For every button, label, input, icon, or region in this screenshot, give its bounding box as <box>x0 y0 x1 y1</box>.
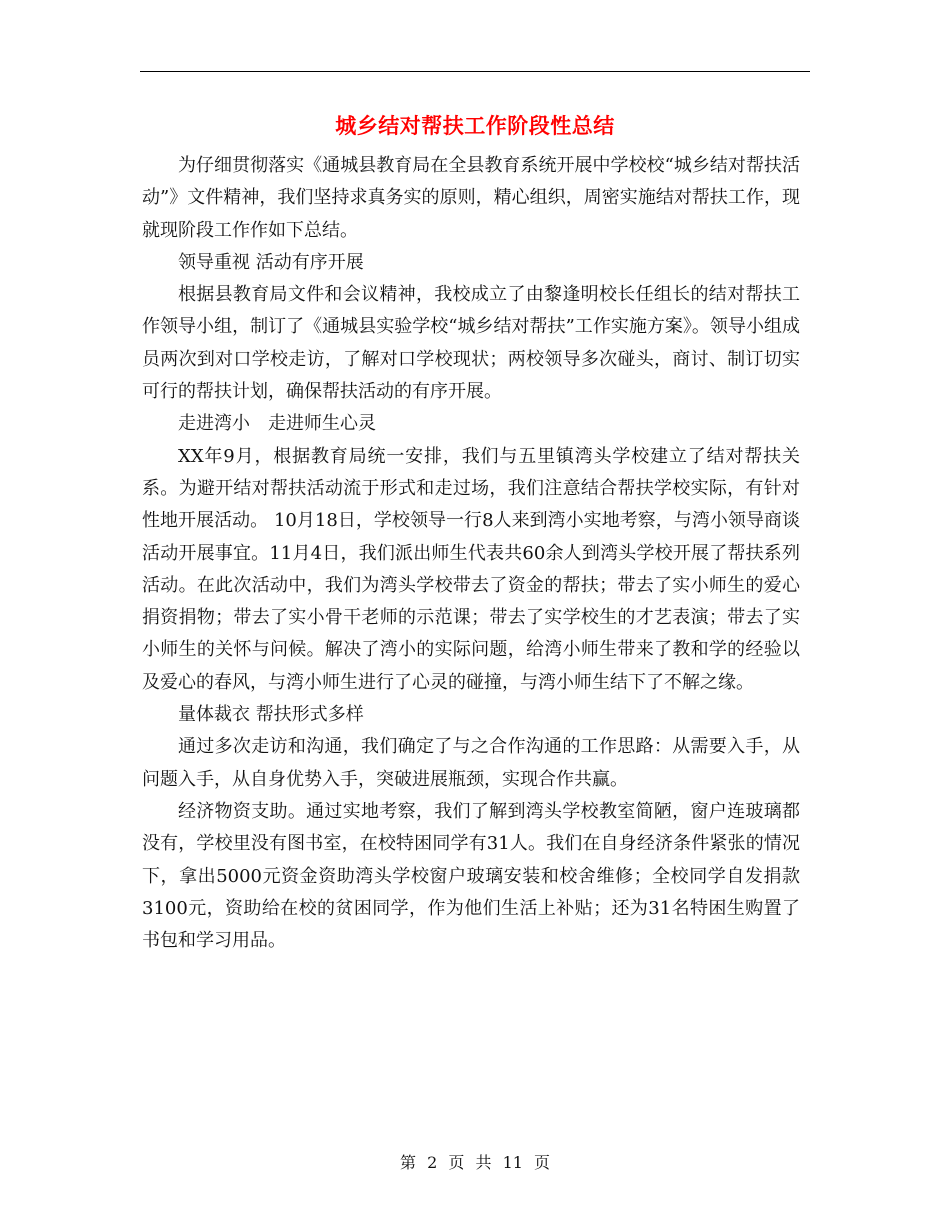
paragraph-intro: 为仔细贯彻落实《通城县教育局在全县教育系统开展中学校校“城乡结对帮扶活动”》文件精神，我们坚持求真务实的原则，精心组织，周密实施结对帮扶工作，现就现阶段工作作如下总结。 <box>142 155 800 241</box>
paragraph-leadership: 根据县教育局文件和会议精神，我校成立了由黎逢明校长任组长的结对帮扶工作领导小组，制订了《通城县实验学校“城乡结对帮扶”工作实施方案》。领导小组成员两次到对口学校走访，了解对口学校现状；两校领导多次碰头，商讨、制订切实可行的帮扶计划，确保帮扶活动的有序开展。 <box>142 284 800 403</box>
section-heading-forms: 量体裁衣 帮扶形式多样 <box>178 704 364 726</box>
paragraph-economic-support: 经济物资支助。通过实地考察，我们了解到湾头学校教室简陋，窗户连玻璃都没有，学校里没有图书室，在校特困同学有31人。我们在自身经济条件紧张的情况下，拿出5000元资金资助湾头学校窗户玻璃安装和校舍维修；全校同学自发捐款3100元，资助给在校的贫困同学，作为他们生活上补贴；还为31名特困生购置了书包和学习用品。 <box>142 800 800 952</box>
footer-label-total: 共 <box>475 1153 492 1172</box>
section-heading-visit: 走进湾小 走进师生心灵 <box>178 413 376 435</box>
page-footer <box>140 1150 810 1176</box>
document-body <box>142 150 800 957</box>
footer-total-pages: 11 <box>502 1153 523 1172</box>
footer-label-of: 页 <box>448 1153 465 1172</box>
footer-label-page: 第 <box>399 1153 416 1172</box>
paragraph-visit: XX年9月，根据教育局统一安排，我们与五里镇湾头学校建立了结对帮扶关系。为避开结对帮扶活动流于形式和走过场，我们注意结合帮扶学校实际，有针对性地开展活动。 10月18日，学校领导一行8人来到湾小实地考察，与湾小领导商谈活动开展事宜。11月4日，我们派出师生代表共60余人到湾头学校开展了帮扶系列活动。在此次活动中，我们为湾头学校带去了资金的帮扶；带去了实小师生的爱心捐资捐物；带去了实小骨干老师的示范课；带去了实学校生的才艺表演；带去了实小师生的关怀与问候。解决了湾小的实际问题，给湾小师生带来了教和学的经验以及爱心的春风，与湾小师生进行了心灵的碰撞，与湾小师生结下了不解之缘。 <box>142 445 800 693</box>
footer-page-number: 2 <box>427 1153 438 1172</box>
document-title: 城乡结对帮扶工作阶段性总结 <box>335 113 615 138</box>
section-heading-leadership: 领导重视 活动有序开展 <box>178 251 364 273</box>
footer-label-end: 页 <box>534 1153 551 1172</box>
paragraph-approach: 通过多次走访和沟通，我们确定了与之合作沟通的工作思路：从需要入手，从问题入手，从自身优势入手，突破进展瓶颈，实现合作共赢。 <box>142 736 800 790</box>
header-rule <box>140 71 810 72</box>
